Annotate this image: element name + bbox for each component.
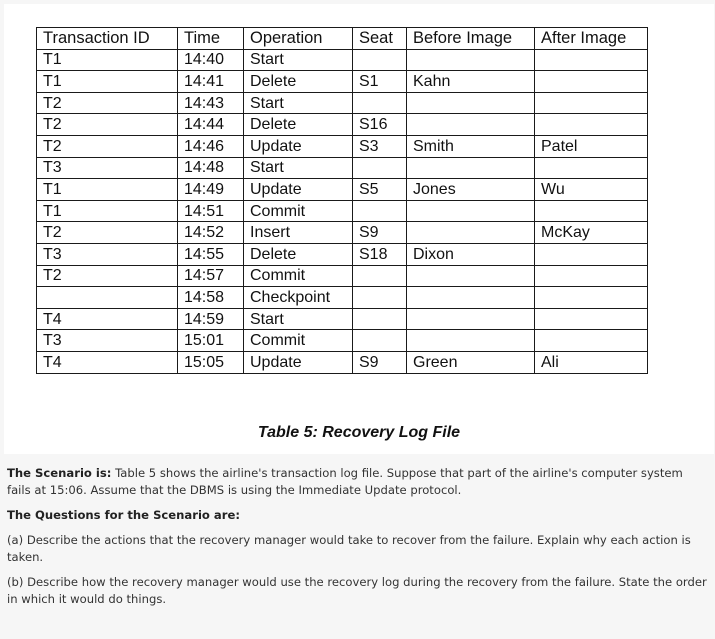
cell-operation: Update xyxy=(244,179,353,201)
question-a: (a) Describe the actions that the recovery manager would take to recover from the failure. Explain why each action is taken. xyxy=(7,533,691,564)
cell-after-image xyxy=(535,243,648,265)
table-caption: Table 5: Recovery Log File xyxy=(257,424,461,441)
scenario-label: The Scenario is: xyxy=(7,466,112,480)
table-row xyxy=(37,92,648,114)
header-time: Time xyxy=(178,28,244,50)
cell-seat xyxy=(353,308,407,330)
table-row xyxy=(37,135,648,157)
cell-operation: Commit xyxy=(244,265,353,287)
cell-seat: S9 xyxy=(353,351,407,373)
cell-time: 14:41 xyxy=(178,71,244,93)
cell-transaction-id: T2 xyxy=(37,222,178,244)
cell-before-image: Kahn xyxy=(407,71,535,93)
cell-time: 14:48 xyxy=(178,157,244,179)
cell-after-image xyxy=(535,71,648,93)
cell-before-image xyxy=(407,287,535,309)
cell-seat xyxy=(353,265,407,287)
cell-time: 14:49 xyxy=(178,179,244,201)
cell-before-image xyxy=(407,92,535,114)
cell-before-image xyxy=(407,200,535,222)
cell-transaction-id: T4 xyxy=(37,351,178,373)
cell-operation: Checkpoint xyxy=(244,287,353,309)
cell-transaction-id: T1 xyxy=(37,200,178,222)
cell-operation: Start xyxy=(244,308,353,330)
cell-transaction-id: T3 xyxy=(37,243,178,265)
table-row xyxy=(37,114,648,136)
header-before-image: Before Image xyxy=(407,28,535,50)
cell-time: 14:40 xyxy=(178,49,244,71)
cell-transaction-id xyxy=(37,287,178,309)
cell-before-image xyxy=(407,157,535,179)
cell-transaction-id: T1 xyxy=(37,71,178,93)
cell-time: 14:58 xyxy=(178,287,244,309)
cell-seat: S9 xyxy=(353,222,407,244)
cell-seat: S18 xyxy=(353,243,407,265)
cell-time: 14:44 xyxy=(178,114,244,136)
cell-after-image xyxy=(535,114,648,136)
header-seat: Seat xyxy=(353,28,407,50)
table-row xyxy=(37,330,648,352)
cell-time: 15:05 xyxy=(178,351,244,373)
cell-after-image xyxy=(535,265,648,287)
cell-before-image xyxy=(407,308,535,330)
table-row xyxy=(37,308,648,330)
cell-seat: S16 xyxy=(353,114,407,136)
cell-operation: Update xyxy=(244,351,353,373)
cell-transaction-id: T3 xyxy=(37,330,178,352)
table-row xyxy=(37,200,648,222)
table-row xyxy=(37,351,648,373)
scenario-text-area xyxy=(7,465,707,616)
cell-before-image xyxy=(407,265,535,287)
cell-seat: S1 xyxy=(353,71,407,93)
cell-before-image: Smith xyxy=(407,135,535,157)
cell-seat xyxy=(353,157,407,179)
table-row xyxy=(37,265,648,287)
cell-before-image xyxy=(407,222,535,244)
cell-time: 14:59 xyxy=(178,308,244,330)
cell-time: 14:46 xyxy=(178,135,244,157)
cell-operation: Delete xyxy=(244,114,353,136)
questions-heading-paragraph xyxy=(7,507,707,524)
cell-operation: Insert xyxy=(244,222,353,244)
cell-before-image: Dixon xyxy=(407,243,535,265)
cell-after-image xyxy=(535,92,648,114)
table-row xyxy=(37,287,648,309)
cell-operation: Start xyxy=(244,49,353,71)
cell-seat: S3 xyxy=(353,135,407,157)
cell-after-image: Ali xyxy=(535,351,648,373)
cell-after-image xyxy=(535,200,648,222)
cell-transaction-id: T4 xyxy=(37,308,178,330)
scenario-paragraph xyxy=(7,465,707,499)
cell-operation: Update xyxy=(244,135,353,157)
cell-before-image: Green xyxy=(407,351,535,373)
cell-before-image xyxy=(407,114,535,136)
cell-time: 14:51 xyxy=(178,200,244,222)
cell-before-image xyxy=(407,49,535,71)
cell-transaction-id: T1 xyxy=(37,49,178,71)
cell-after-image xyxy=(535,287,648,309)
cell-after-image xyxy=(535,157,648,179)
cell-after-image: Patel xyxy=(535,135,648,157)
cell-operation: Delete xyxy=(244,243,353,265)
cell-seat xyxy=(353,200,407,222)
cell-transaction-id: T2 xyxy=(37,114,178,136)
cell-before-image xyxy=(407,330,535,352)
cell-time: 14:43 xyxy=(178,92,244,114)
question-b: (b) Describe how the recovery manager would use the recovery log during the recovery from the failure. State the order in which it would do things. xyxy=(7,575,707,606)
cell-time: 14:55 xyxy=(178,243,244,265)
cell-seat xyxy=(353,49,407,71)
recovery-log-table xyxy=(36,27,648,374)
cell-transaction-id: T1 xyxy=(37,179,178,201)
table-row xyxy=(37,71,648,93)
table-row xyxy=(37,49,648,71)
table-row xyxy=(37,243,648,265)
header-after-image: After Image xyxy=(535,28,648,50)
cell-after-image: McKay xyxy=(535,222,648,244)
table-row xyxy=(37,179,648,201)
cell-seat xyxy=(353,330,407,352)
cell-time: 15:01 xyxy=(178,330,244,352)
cell-time: 14:57 xyxy=(178,265,244,287)
cell-after-image xyxy=(535,49,648,71)
cell-transaction-id: T3 xyxy=(37,157,178,179)
cell-operation: Commit xyxy=(244,330,353,352)
cell-operation: Start xyxy=(244,92,353,114)
cell-after-image xyxy=(535,330,648,352)
table-header-row xyxy=(37,28,648,50)
table-row xyxy=(37,222,648,244)
cell-after-image: Wu xyxy=(535,179,648,201)
cell-seat: S5 xyxy=(353,179,407,201)
cell-transaction-id: T2 xyxy=(37,135,178,157)
table-row xyxy=(37,157,648,179)
cell-transaction-id: T2 xyxy=(37,92,178,114)
cell-time: 14:52 xyxy=(178,222,244,244)
header-operation: Operation xyxy=(244,28,353,50)
cell-before-image: Jones xyxy=(407,179,535,201)
cell-transaction-id: T2 xyxy=(37,265,178,287)
questions-heading: The Questions for the Scenario are: xyxy=(7,508,240,522)
header-transaction-id: Transaction ID xyxy=(37,28,178,50)
table-card xyxy=(4,4,714,454)
cell-seat xyxy=(353,287,407,309)
cell-operation: Delete xyxy=(244,71,353,93)
cell-after-image xyxy=(535,308,648,330)
scenario-text: Table 5 shows the airline's transaction log file. Suppose that part of the airline's computer system fails at 15:06. Assume that the DBMS is using the Immediate Update protocol. xyxy=(7,466,683,497)
cell-seat xyxy=(353,92,407,114)
cell-operation: Start xyxy=(244,157,353,179)
cell-operation: Commit xyxy=(244,200,353,222)
